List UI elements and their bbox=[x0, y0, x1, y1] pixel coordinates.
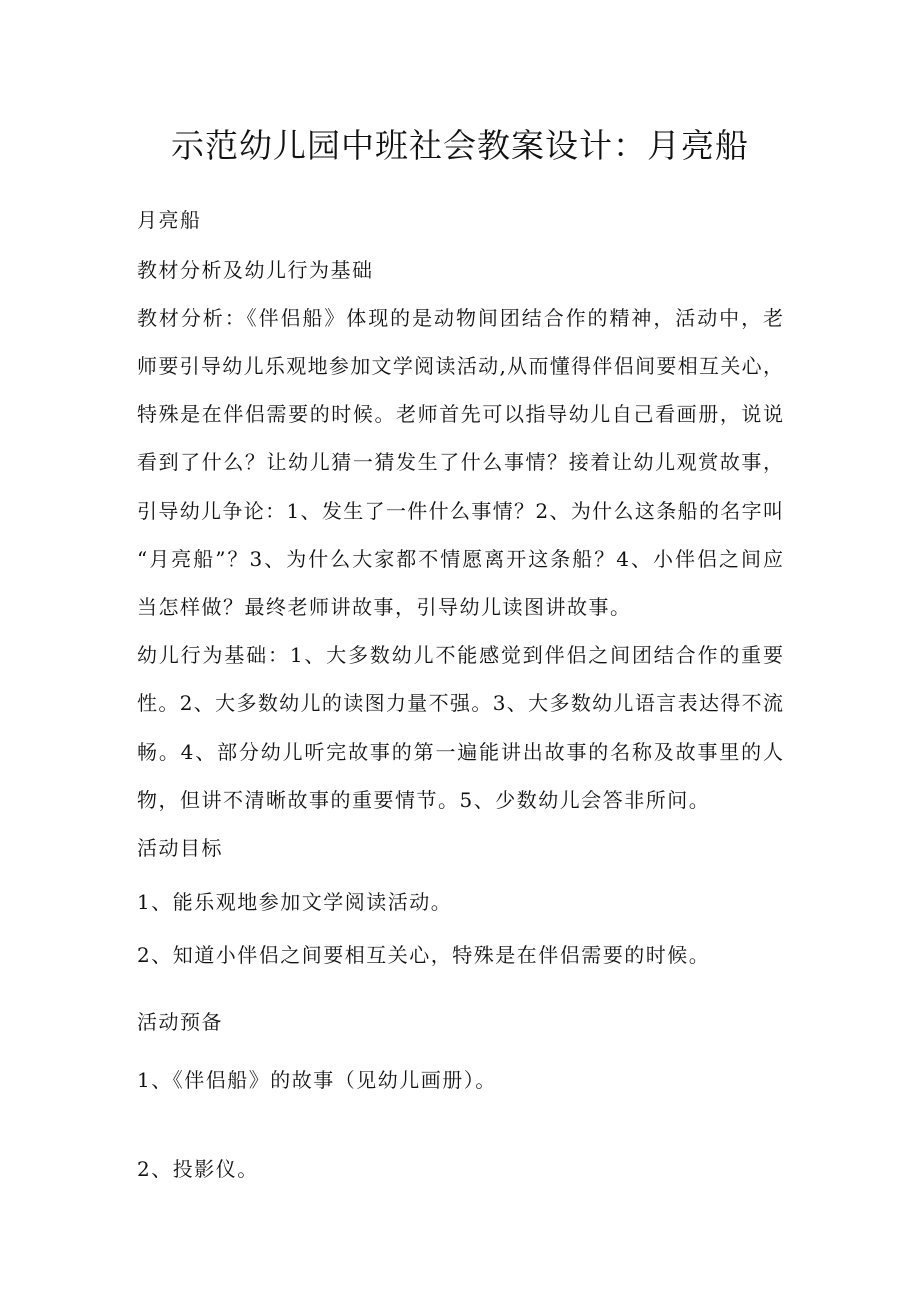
paragraph-line: 当怎样做？最终老师讲故事，引导幼儿读图讲故事。 bbox=[137, 595, 632, 619]
section-heading: 教材分析及幼儿行为基础 bbox=[137, 258, 374, 282]
paragraph-line: 教材分析：《伴侣船》体现的是动物间团结合作的精神，活动中，老 bbox=[137, 306, 783, 330]
document-title: 示范幼儿园中班社会教案设计：月亮船 bbox=[171, 126, 749, 165]
paragraph-line: 物，但讲不清晰故事的重要情节。5、少数幼儿会答非所问。 bbox=[137, 788, 711, 812]
paragraph-line: 引导幼儿争论：1、发生了一件什么事情？2、为什么这条船的名字叫 bbox=[137, 499, 783, 523]
paragraph-line: 特殊是在伴侣需要的时候。老师首先可以指导幼儿自己看画册，说说 bbox=[137, 402, 783, 426]
list-item: 2、投影仪。 bbox=[137, 1157, 259, 1181]
list-item: 1、能乐观地参加文学阅读活动。 bbox=[137, 890, 453, 914]
list-item: 1、《伴侣船》的故事（见幼儿画册）。 bbox=[137, 1068, 497, 1092]
list-item: 2、知道小伴侣之间要相互关心，特殊是在伴侣需要的时候。 bbox=[137, 943, 711, 967]
paragraph-line: 畅。4、部分幼儿听完故事的第一遍能讲出故事的名称及故事里的人 bbox=[137, 740, 783, 764]
section-heading: 活动预备 bbox=[137, 1010, 223, 1034]
paragraph-line: 看到了什么？让幼儿猜一猜发生了什么事情？接着让幼儿观赏故事， bbox=[137, 450, 783, 474]
paragraph-line: 幼儿行为基础：1、大多数幼儿不能感觉到伴侣之间团结合作的重要 bbox=[137, 643, 783, 667]
section-heading: 活动目标 bbox=[137, 836, 223, 860]
paragraph-line: “月亮船”？3、为什么大家都不情愿离开这条船？4、小伴侣之间应 bbox=[137, 547, 783, 571]
paragraph-line: 性。2、大多数幼儿的读图力量不强。3、大多数幼儿语言表达得不流 bbox=[137, 691, 783, 715]
paragraph-line: 师要引导幼儿乐观地参加文学阅读活动,从而懂得伴侣间要相互关心， bbox=[137, 354, 783, 378]
section-subtitle: 月亮船 bbox=[137, 208, 202, 232]
